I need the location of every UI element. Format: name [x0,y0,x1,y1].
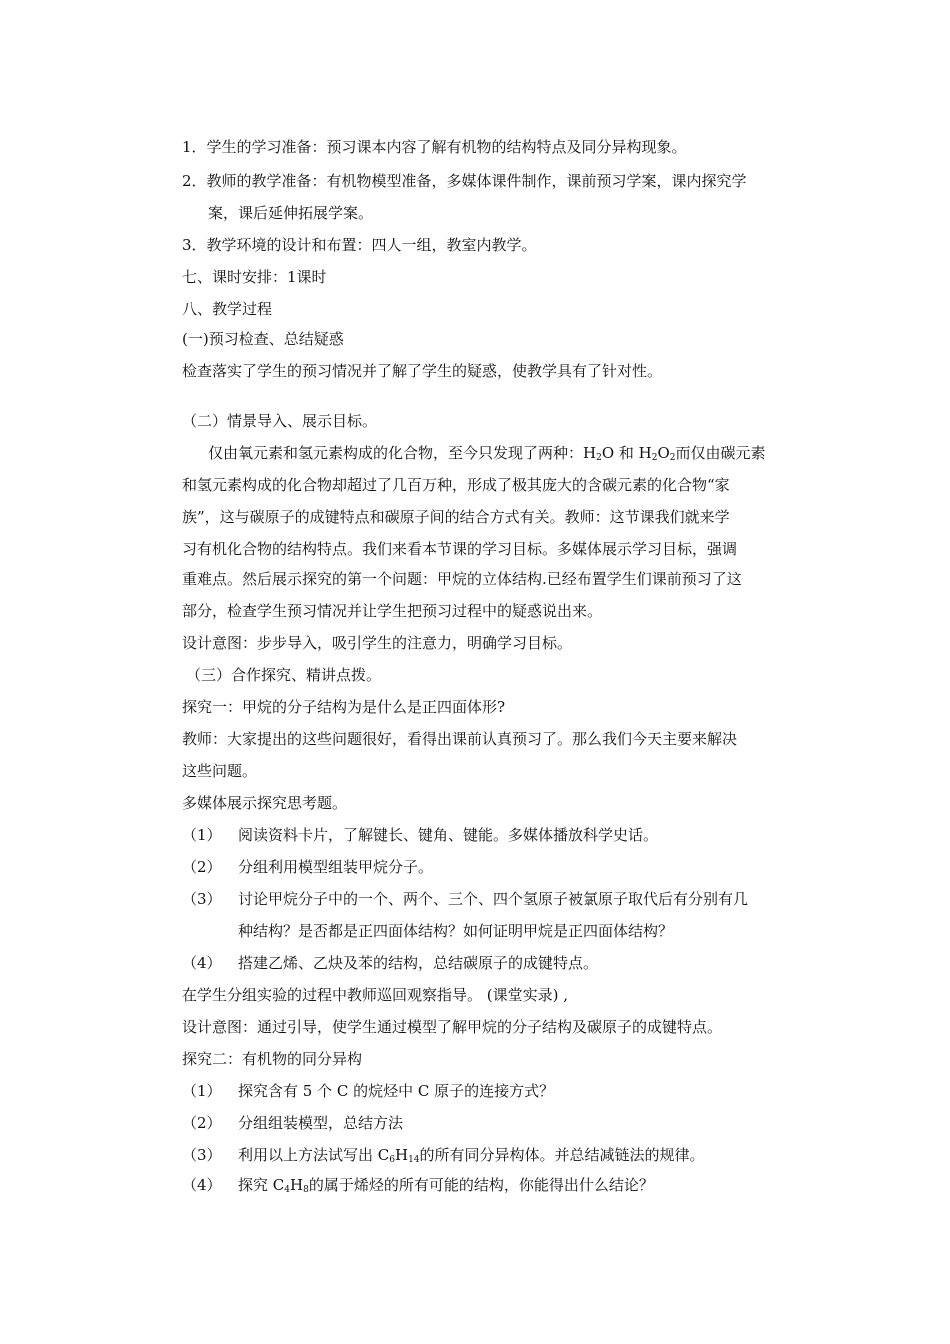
environment-line: 3．教学环境的设计和布置：四人一组，教室内教学。 [182,236,537,254]
section1-heading: (一)预习检查、总结疑惑 [182,330,344,348]
explore2-item-3: （3） 利用以上方法试写出 $C_6H_{14}$的所有同分异构体。并总结减链法的规律。 [182,1146,705,1165]
question-3: （3） 讨论甲烷分子中的一个、两个、三个、四个氢原子被氯原子取代后有分别有几 [182,890,749,908]
teacher-remark-line1: 教师：大家提出的这些问题很好，看得出课前认真预习了。那么我们今天主要来解决 [182,730,738,748]
section3-design-intent: 设计意图：通过引导，使学生通过模型了解甲烷的分子结构及碳原子的成键特点。 [182,1018,723,1036]
media-line: 多媒体展示探究思考题。 [182,794,348,812]
question-4: （4） 搭建乙烯、乙炔及苯的结构，总结碳原子的成键特点。 [182,954,599,972]
explore2-item-4: （4） 探究 $C_4H_8$的属于烯烃的所有可能的结构，你能得出什么结论？ [182,1176,654,1195]
section2-paragraph-line4: 习有机化合物的结构特点。我们来看本节课的学习目标。多媒体展示学习目标，强调 [182,540,738,558]
explore2-item-2: （2） 分组组装模型，总结方法 [182,1114,404,1132]
question-3-cont: 种结构？是否都是正四面体结构？如何证明甲烷是正四面体结构？ [238,922,674,940]
explore2-title: 探究二：有机物的同分异构 [182,1050,363,1068]
section2-paragraph-line2: 和氢元素构成的化合物却超过了几百万种，形成了极其庞大的含碳元素的化合物“家 [182,476,730,494]
guidance-line: 在学生分组实验的过程中教师巡回观察指导。 (课堂实录) , [182,986,569,1004]
schedule-line: 七、课时安排：1课时 [182,268,327,286]
section2-paragraph-line1: 仅由氧元素和氢元素构成的化合物，至今只发现了两种：$H_2O$ 和 $H_2O_2$而仅由碳元素 [208,444,766,463]
teacher-prep-line: 2．教师的教学准备：有机物模型准备，多媒体课件制作，课前预习学案，课内探究学 [182,172,747,190]
section2-paragraph-line6: 部分，检查学生预习情况并让学生把预习过程中的疑惑说出来。 [182,602,603,620]
section3-heading: （三）合作探究、精讲点拨。 [186,666,382,684]
section2-paragraph-line3: 族”，这与碳原子的成键特点和碳原子间的结合方式有关。教师：这节课我们就来学 [182,508,730,526]
teacher-remark-line2: 这些问题。 [182,762,258,780]
section2-heading: （二）情景导入、展示目标。 [182,412,378,430]
section1-body: 检查落实了学生的预习情况并了解了学生的疑惑，使教学具有了针对性。 [182,362,663,380]
explore1-title: 探究一：甲烷的分子结构为是什么是正四面体形? [182,698,506,716]
section2-design-intent: 设计意图：步步导入，吸引学生的注意力，明确学习目标。 [182,634,573,652]
question-2: （2） 分组利用模型组装甲烷分子。 [182,858,434,876]
process-heading: 八、教学过程 [182,300,273,318]
section2-paragraph-line5: 重难点。然后展示探究的第一个问题：甲烷的立体结构.已经布置学生们课前预习了这 [182,570,742,588]
student-prep-line: 1．学生的学习准备：预习课本内容了解有机物的结构特点及同分异构现象。 [182,138,687,156]
explore2-item-1: （1） 探究含有 5 个 C 的烷烃中 C 原子的连接方式？ [182,1082,555,1100]
teacher-prep-line-cont: 案，课后延伸拓展学案。 [208,204,374,222]
question-1: （1） 阅读资料卡片，了解键长、键角、键能。多媒体播放科学史话。 [182,826,659,844]
